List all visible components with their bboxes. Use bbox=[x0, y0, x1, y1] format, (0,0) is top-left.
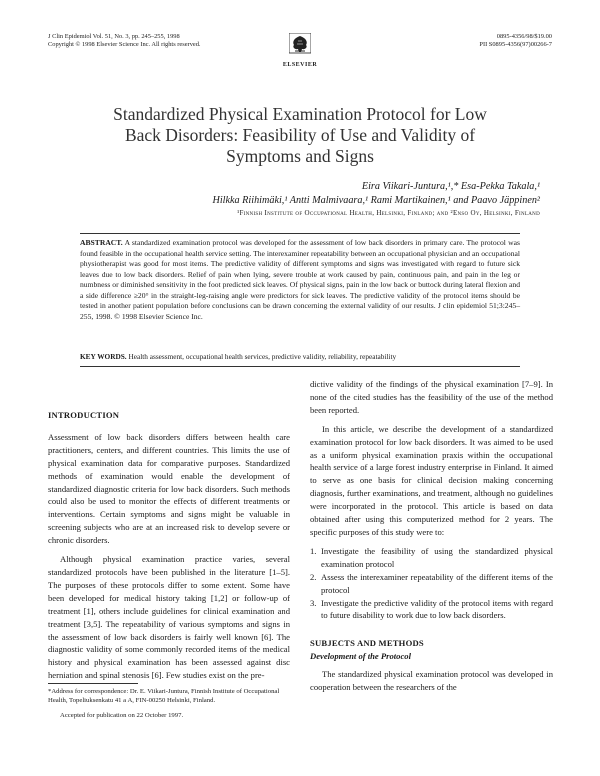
abstract-label: ABSTRACT. bbox=[80, 238, 123, 247]
keywords bbox=[80, 352, 520, 362]
abstract-top-rule bbox=[80, 233, 520, 234]
abstract-text: A standardized examination protocol was developed for the assessment of low back disorders in primary care. The protocol was found feasible in the occupational health service setting. The interexaminer repeatability between an occupational physician and an occupational physiotherapist was good for most items. The predictive validity of different symptoms and signs was investigated with regard to future sick leaves due to low back disorders. Relief of pain when lying, severe trouble at work caused by pain, continuous pain, and pain in the leg or numbness or diminished sensitivity in the foot predicted sick leaves. Of physical signs, pain in the low back or buttock during lateral flexion and a side difference ≥20° in the straight-leg-raising angle were predictors for sick leaves. The predictive validity of the protocol items should be tested in another patient population before conclusions can be drawn concerning the external validity of our results. J clin epidemiol 51;3:245–255, 1998. © 1998 Elsevier Science Inc. bbox=[80, 238, 520, 321]
pii-line: PII S0895-4356(97)00266-7 bbox=[479, 41, 552, 48]
publisher-logo-text: ELSEVIER bbox=[282, 62, 318, 68]
abstract-bottom-rule bbox=[80, 366, 520, 367]
list-text: Investigate the predictive validity of the protocol items with regard to future disability to work due to low back disorders. bbox=[321, 597, 553, 621]
title-line: Back Disorders: Feasibility of Use and Validity of bbox=[124, 125, 476, 145]
author-list bbox=[60, 180, 540, 208]
list-item bbox=[310, 597, 553, 623]
list-text: Assess the interexaminer repeatability of the different items of the protocol bbox=[321, 571, 553, 595]
author-line: Eira Viikari-Juntura,¹,* Esa-Pekka Takala,¹ bbox=[361, 181, 540, 192]
issn-line: 0895-4356/98/$19.00 bbox=[496, 33, 552, 40]
methods-subheading: Development of the Protocol bbox=[310, 651, 411, 662]
abstract bbox=[80, 238, 520, 322]
list-number: 3. bbox=[310, 597, 317, 608]
list-number: 1. bbox=[310, 545, 317, 556]
copyright-line: Copyright © 1998 Elsevier Science Inc. All rights reserved. bbox=[48, 41, 201, 48]
right-column bbox=[310, 378, 553, 694]
publisher-logo bbox=[270, 33, 330, 68]
body-paragraph: dictive validity of the findings of the physical examination [7–9]. In none of the cited studies has the feasibility of the use of the method been reported. bbox=[310, 379, 553, 415]
footnote bbox=[48, 687, 290, 720]
keywords-label: KEY WORDS. bbox=[80, 352, 127, 361]
title-line: Standardized Physical Examination Protocol for Low bbox=[113, 104, 487, 124]
study-purposes-list bbox=[310, 545, 553, 622]
list-text: Investigate the feasibility of using the standardized physical examination protocol bbox=[321, 545, 553, 569]
keywords-text: Health assessment, occupational health services, predictive validity, reliability, repeatability bbox=[128, 352, 397, 361]
tree-logo-icon bbox=[289, 33, 311, 57]
footnote-rule bbox=[48, 683, 138, 684]
list-number: 2. bbox=[310, 571, 317, 582]
intro-paragraph: Although physical examination practice varies, several standardized protocols have been published in the literature [1–5]. The purposes of these protocols differ to some extent. Some have been developed for medical history taking [1,2] or follow-up of treatment [1], others include guidelines for clinical examination and treatment [3,5]. The repeatability of various symptoms and signs in the assessment of low back disorders is fairly well known [6]. The diagnostic validity of some commonly recorded items of the medical history and physical examination has been assessed against disc herniation and spinal stenosis [6]. Few studies exist on the pre- bbox=[48, 554, 290, 681]
running-header-left bbox=[48, 33, 201, 49]
list-item bbox=[310, 571, 553, 597]
running-header-right bbox=[479, 33, 552, 49]
introduction-heading: INTRODUCTION bbox=[48, 410, 120, 420]
journal-citation: J Clin Epidemiol Vol. 51, No. 3, pp. 245–255, 1998 bbox=[48, 33, 180, 40]
body-paragraph: In this article, we describe the development of a standardized examination protocol for low back disorders. It was aimed to be used as a uniform physical examination praxis within the occupational health service of a large forest industry enterprise in Finland. It aimed to serve as one basis for clinical decision making concerning diagnosis, further examinations, and treatment, although no guidelines were incorporated in the protocol. This article is based on data obtained after using this computerized method for 2 years. The specific purposes of this study were to: bbox=[310, 423, 553, 537]
correspondence-note: *Address for correspondence: Dr. E. Viikari-Juntura, Finnish Institute of Occupational Health, Topeliuksenkatu 41 a A, FIN-00250 Helsinki, Finland. bbox=[48, 688, 280, 704]
title-line: Symptoms and Signs bbox=[226, 146, 374, 166]
article-title bbox=[60, 104, 540, 167]
accepted-note: Accepted for publication on 22 October 1997. bbox=[60, 712, 184, 719]
intro-paragraph: Assessment of low back disorders differs between health care practitioners, centers, and different countries. This limits the use of physical examination data for comparative purposes. Standardized methods of examination would enable the development of standardized diagnostic criteria for low back disorders. Such methods could also be used to monitor the effects of different treatments or interventions. Certain symptoms and signs might be valuable in screening subjects who are at an increased risk to develop severe or chronic disorders. bbox=[48, 431, 290, 546]
list-item bbox=[310, 545, 553, 571]
body-paragraph: The standardized physical examination protocol was developed in cooperation between the researchers of the bbox=[310, 669, 553, 693]
methods-heading: SUBJECTS AND METHODS bbox=[310, 638, 424, 649]
affiliation: ¹Finnish Institute of Occupational Health, Helsinki, Finland; and ²Enso Oy, Helsinki, Finland bbox=[237, 209, 540, 217]
author-line: Hilkka Riihimäki,¹ Antti Malmivaara,¹ Rami Martikainen,¹ and Paavo Jäppinen² bbox=[212, 195, 540, 206]
left-column bbox=[48, 409, 290, 682]
